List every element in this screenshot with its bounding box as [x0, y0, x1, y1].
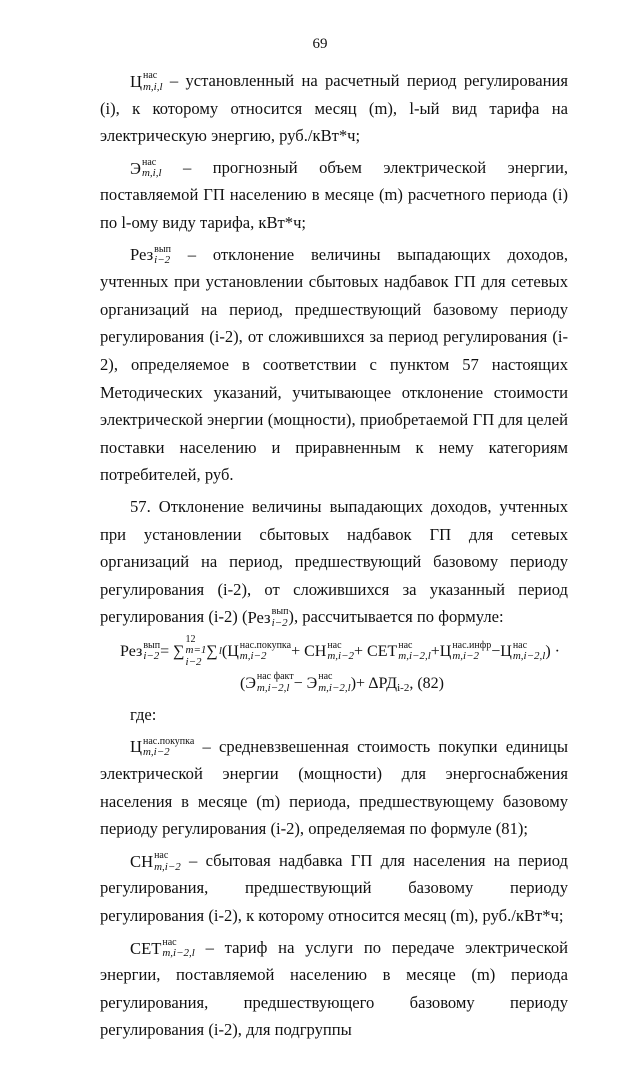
symbol: Ц нас m,i,l: [130, 70, 163, 93]
symbol: Рез вып i−2: [130, 243, 171, 267]
definition-purchase-cost: Ц нас.покупка m,i−2 – средневзвешенная стоимость покупки единицы электрической энергии (мощности) для энергоснабжения населения в месяце (m) периода, предшествующему базовому периоду регулирования (i-2), определяемая по формуле (81);: [100, 735, 568, 839]
symbol: Ц нас.покупка m,i−2: [130, 735, 195, 759]
definition-network-tariff: СЕТ нас m,i−2,l – тариф на услуги по передаче электрической энергии, поставляемой населению в месяце (m) периода регулирования, предшествующего базовому периоду регулирования (i-2), для подгруппы: [100, 936, 568, 1040]
symbol: СН нас m,i−2: [130, 850, 181, 873]
definition-tariff: Ц нас m,i,l – установленный на расчетный период регулирования (i), к которому относится месяц (m), l-ый вид тарифа на электрическую энергию, руб./кВт*ч;: [100, 70, 568, 146]
definition-volume: Э нас m,i,l – прогнозный объем электрической энергии, поставляемой ГП населению в месяце (m) расчетного периода (i) по l-ому виду тарифа, кВт*ч;: [100, 156, 568, 232]
page-number: 69: [312, 36, 328, 52]
formula-82-line2: (Э нас факт m,i−2,l − Э нас m,i−2,l )+ ΔРД i-2 , (82): [240, 671, 444, 695]
definition-markup: СН нас m,i−2 – сбытовая надбавка ГП для населения на период регулирования, предшествующий базовому периоду регулирования (i-2), к которому относится месяц (m), руб./кВт*ч;: [100, 850, 568, 926]
clause-57: 57. Отклонение величины выпадающих доходов, учтенных при установлении сбытовых надбавок ГП для сетевых организаций на период, предшествующий базовому периоду регулирования (i-2), от сложившихся за указанный период регулирования (i-2) ( Рез вып i−2 ), рассчитывается по формуле:: [100, 496, 568, 629]
formula-82-line1: Рез вып i−2 = ∑ 12 m=1 i−2 ∑ l (Ц нас.покупка m,i−2 + СН нас m,i−2 + СЕТ нас m,i−2,l +Ц нас.инфр m,i−2 −Ц нас m,i−2,l ) ·: [120, 633, 560, 668]
symbol: Рез вып i−2: [247, 606, 289, 629]
where-label: где:: [130, 704, 157, 724]
symbol: СЕТ нас m,i−2,l: [130, 936, 195, 960]
symbol: Э нас m,i,l: [130, 156, 162, 180]
definition-deviation: Рез вып i−2 – отклонение величины выпадающих доходов, учтенных при установлении сбытовых надбавок ГП для сетевых организаций на период, предшествующий базовому периоду регулирования (i-2), от сложившихся за период регулирования (i-2), определяемое в соответствии с пунктом 57 настоящих Методических указаний, учитывающее отклонение стоимости электрической энергии (мощности), приобретаемой ГП для целей поставки населению и приравненным к нему категориям потребителей, руб.: [100, 243, 568, 485]
